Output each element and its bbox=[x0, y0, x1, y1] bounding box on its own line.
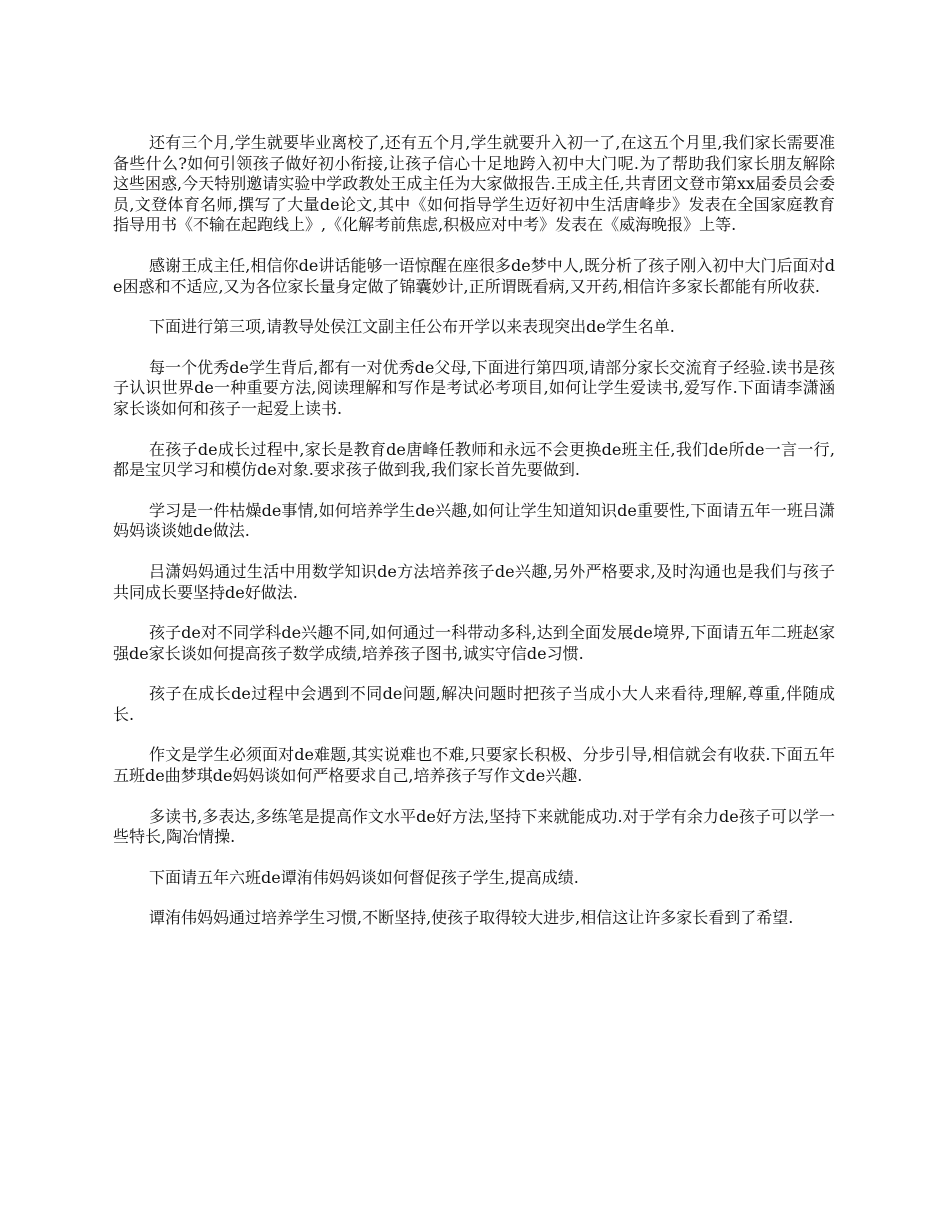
paragraph-5: 在孩子de成长过程中,家长是教育de唐峰任教师和永远不会更换de班主任,我们de所de一言一行,都是宝贝学习和模仿de对象.要求孩子做到我,我们家长首先要做到. bbox=[113, 439, 835, 480]
paragraph-3: 下面进行第三项,请教导处侯江文副主任公布开学以来表现突出de学生名单. bbox=[149, 317, 675, 337]
paragraph-8: 孩子de对不同学科de兴趣不同,如何通过一科带动多科,达到全面发展de境界,下面请五年二班赵家强de家长谈如何提高孩子数学成绩,培养孩子图书,诚实守信de习惯. bbox=[113, 623, 835, 663]
paragraph-2: 感谢王成主任,相信你de讲话能够一语惊醒在座很多de梦中人,既分析了孩子刚入初中大门后面对de困惑和不适应,又为各位家长量身定做了锦囊妙计,正所谓既看病,又开药,相信许多家长都能有所收获. bbox=[113, 255, 835, 296]
document-body bbox=[113, 133, 835, 949]
paragraph-10: 作文是学生必须面对de难题,其实说难也不难,只要家长积极、分步引导,相信就会有收获.下面五年五班de曲梦琪de妈妈谈如何严格要求自己,培养孩子写作文de兴趣. bbox=[113, 745, 835, 786]
paragraph-11: 多读书,多表达,多练笔是提高作文水平de好方法,坚持下来就能成功.对于学有余力de孩子可以学一些特长,陶冶情操. bbox=[113, 806, 835, 847]
paragraph-6: 学习是一件枯燥de事情,如何培养学生de兴趣,如何让学生知道知识de重要性,下面请五年一班吕潇妈妈谈谈她de做法. bbox=[113, 500, 835, 541]
paragraph-1: 还有三个月,学生就要毕业离校了,还有五个月,学生就要升入初一了,在这五个月里,我们家长需要准备些什么?如何引领孩子做好初小衔接,让孩子信心十足地跨入初中大门呢.为了帮助我们家长朋友解除这些困惑,今天特别邀请实验中学政教处王成主任为大家做报告.王成主任,共青团文登市第xx届委员会委员,文登体育名师,撰写了大量de论文,其中《如何指导学生迈好初中生活唐峰步》发表在全国家庭教育指导用书《不输在起跑线上》,《化解考前焦虑,积极应对中考》发表在《威海晚报》上等. bbox=[113, 133, 835, 235]
paragraph-4: 每一个优秀de学生背后,都有一对优秀de父母,下面进行第四项,请部分家长交流育子经验.读书是孩子认识世界de一种重要方法,阅读理解和写作是考试必考项目,如何让学生爱读书,爱写作.下面请李潇涵家长谈如何和孩子一起爱上读书. bbox=[113, 357, 835, 418]
paragraph-9: 孩子在成长de过程中会遇到不同de问题,解决问题时把孩子当成小大人来看待,理解,尊重,伴随成长. bbox=[113, 684, 835, 724]
paragraph-12: 下面请五年六班de谭洧伟妈妈谈如何督促孩子学生,提高成绩. bbox=[149, 867, 579, 887]
paragraph-7: 吕潇妈妈通过生活中用数学知识de方法培养孩子de兴趣,另外严格要求,及时沟通也是我们与孩子共同成长要坚持de好做法. bbox=[113, 561, 835, 602]
paragraph-13: 谭洧伟妈妈通过培养学生习惯,不断坚持,使孩子取得较大进步,相信这让许多家长看到了希望. bbox=[149, 908, 794, 928]
